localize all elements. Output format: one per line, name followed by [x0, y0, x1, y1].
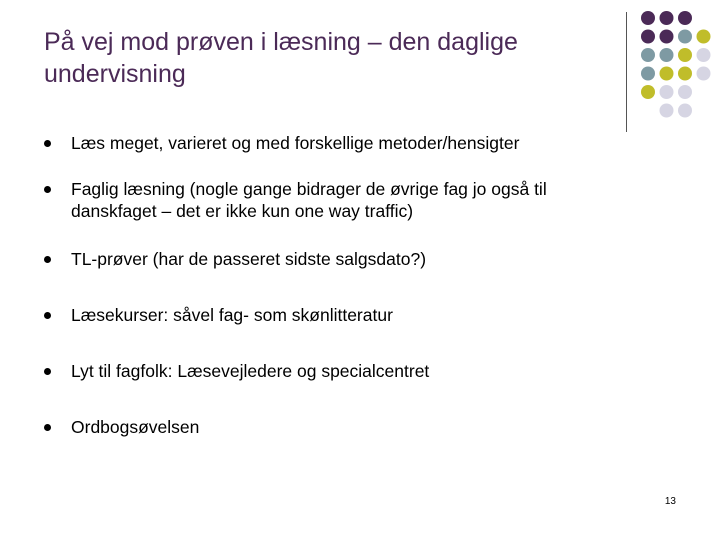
decorative-dot [678, 85, 692, 99]
decorative-dot [660, 67, 674, 81]
bullet-dot-icon [44, 256, 51, 263]
bullet-item-reading-courses [44, 304, 644, 326]
bullet-item-dictionary [44, 416, 644, 438]
page-number: 13 [664, 496, 676, 507]
bullet-item-tl-tests [44, 248, 644, 270]
bullet-text: Lyt til fagfolk: Læsevejledere og specialcentret [71, 361, 430, 381]
title-divider [626, 12, 627, 132]
decorative-dot [697, 67, 711, 81]
bullet-item-subject-reading [44, 178, 644, 222]
decorative-dot [641, 30, 655, 44]
decorative-dot [678, 30, 692, 44]
bullet-text: TL-prøver (har de passeret sidste salgsdato?) [71, 249, 427, 269]
decorative-dot [641, 85, 655, 99]
decorative-dot [678, 48, 692, 62]
bullet-dot-icon [44, 424, 51, 431]
decorative-dot [641, 11, 655, 25]
bullet-text-line-2: danskfaget – det er ikke kun one way traffic) [71, 201, 414, 221]
bullet-dot-icon [44, 140, 51, 147]
slide-title-line-1: På vej mod prøven i læsning – den daglige [44, 28, 518, 56]
bullet-text: Ordbogsøvelsen [71, 417, 200, 437]
decorative-dot [697, 48, 711, 62]
decorative-dot [678, 11, 692, 25]
bullet-text-line-1: Faglig læsning (nogle gange bidrager de øvrige fag jo også til [71, 179, 547, 199]
slide-title-line-2: undervisning [44, 60, 186, 88]
decorative-dot [641, 48, 655, 62]
decorative-dot [660, 11, 674, 25]
bullet-dot-icon [44, 186, 51, 193]
decorative-dot [678, 67, 692, 81]
bullet-dot-icon [44, 312, 51, 319]
bullet-item-listen-experts [44, 360, 644, 382]
bullet-item-read-varied [44, 132, 644, 154]
bullet-text: Læsekurser: såvel fag- som skønlitteratur [71, 305, 393, 325]
decorative-dot [641, 67, 655, 81]
bullet-list [44, 125, 644, 438]
decorative-dot [678, 104, 692, 118]
decorative-dot [660, 104, 674, 118]
slide-title [44, 26, 614, 90]
decorative-dot [660, 30, 674, 44]
decorative-dot [660, 85, 674, 99]
decorative-dot [697, 30, 711, 44]
decorative-dot [660, 48, 674, 62]
bullet-text: Læs meget, varieret og med forskellige metoder/hensigter [71, 133, 520, 153]
bullet-dot-icon [44, 368, 51, 375]
